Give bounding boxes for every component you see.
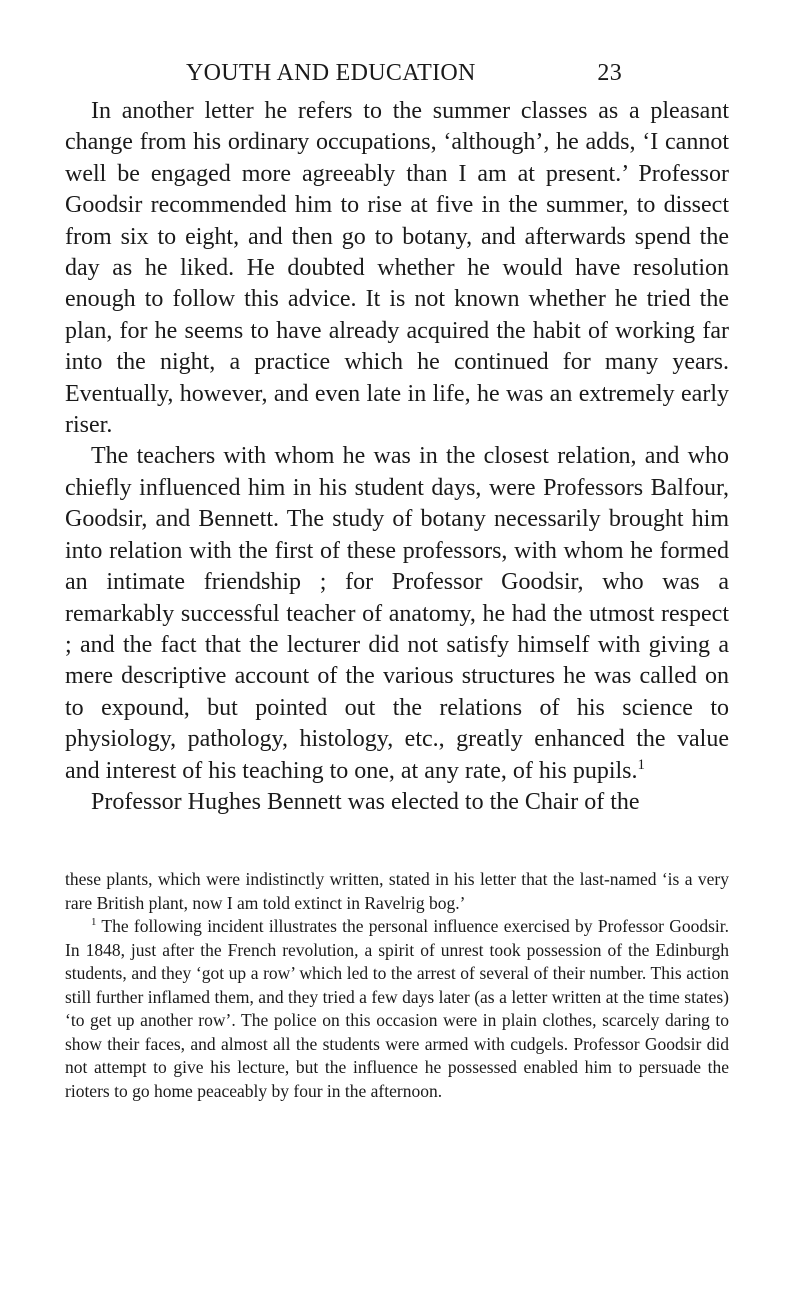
footnote-marker: 1 bbox=[91, 916, 97, 929]
paragraph: Professor Hughes Bennett was elected to the Chair of the bbox=[91, 788, 640, 815]
footnote bbox=[65, 915, 729, 1103]
paragraph: In another letter he refers to the summer classes as a pleasant change from his ordinary occupations, ‘although’, he adds, ‘I cannot well be engaged more agreeably than I am at present.’ Professor Goodsir recommended him to rise at five in the summer, to dissect from six to eight, and then go to botany, and afterwards spend the day as he liked. He doubted whether he would have resolution enough to follow this advice. It is not known whether he tried the plan, for he seems to have already acquired the habit of working far into the night, a practice which he continued for many years. Eventually, however, and even late in life, he was an extremely early riser. bbox=[65, 98, 729, 439]
paragraph bbox=[65, 441, 729, 786]
main-text bbox=[65, 96, 729, 818]
paragraph-text: The teachers with whom he was in the closest relation, and who chiefly influenced him in his student days, were Professors Balfour, Goodsir, and Bennett. The study of botany necessarily brought him into relation with the first of these professors, with whom he formed an intimate friendship ; for Professor Goodsir, who was a remarkably successful teacher of anatomy, he had the utmost respect ; and the fact that the lecturer did not satisfy himself with giving a mere descriptive account of the various structures he was called on to expound, but pointed out the relations of his science to physiology, pathology, histology, etc., greatly enhanced the value and interest of his teaching to one, at any rate, of his pupils. bbox=[65, 443, 729, 784]
footnote-text: The following incident illustrates the personal influence exercised by Professor Goodsir. In 1848, just after the French revolution, a spirit of unrest took possession of the Edinburgh students, and they ‘got up a row’ which led to the arrest of several of their number. This action still further inflamed them, and they tried a few days later (as a letter written at the time states) ‘to get up another row’. The police on this occasion were in plain clothes, scarcely daring to show their faces, and almost all the students were armed with cudgels. Professor Goodsir did not attempt to give his lecture, but the influence he possessed enabled him to persuade the rioters to go home peaceably by four in the afternoon. bbox=[65, 916, 730, 1101]
footnote-continuation: these plants, which were indistinctly written, stated in his letter that the last-named ‘is a very rare British plant, now I am told extinct in Ravelrig bog.’ bbox=[65, 869, 729, 913]
footnote-reference: 1 bbox=[637, 756, 645, 773]
running-head bbox=[186, 60, 622, 94]
footnotes bbox=[65, 868, 729, 1103]
chapter-title: YOUTH AND EDUCATION bbox=[186, 60, 476, 86]
page-number: 23 bbox=[597, 60, 622, 86]
